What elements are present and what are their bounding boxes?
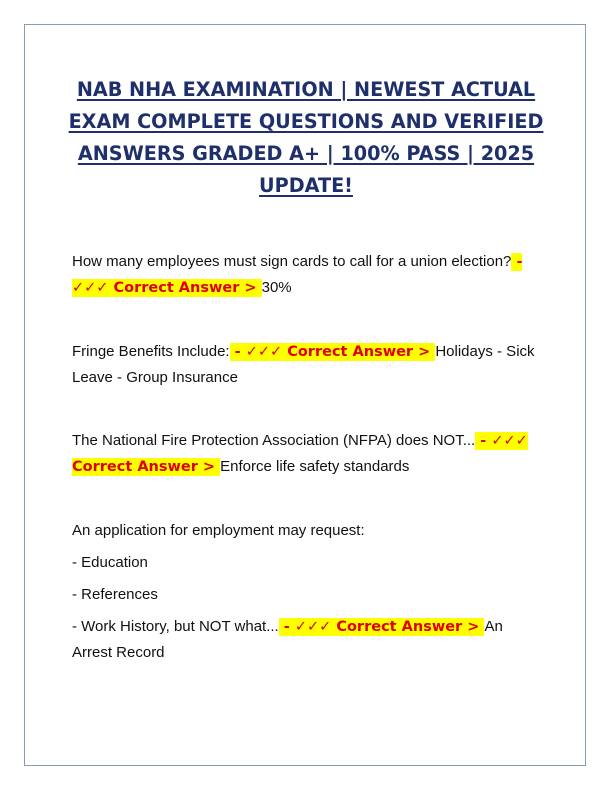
question-text: - Work History, but NOT what... xyxy=(72,618,279,635)
answer-text: 30% xyxy=(261,279,292,296)
question-text: Fringe Benefits Include: xyxy=(72,343,230,360)
correct-answer-marker: - ✓✓✓ Correct Answer > xyxy=(229,344,436,360)
correct-answer-marker: - ✓✓✓ Correct Answer > xyxy=(72,254,523,296)
answer-text: Holidays - Sick Leave - Group Insurance xyxy=(72,343,535,386)
qa-content xyxy=(72,249,542,703)
qa-item-nfpa xyxy=(72,428,542,480)
qa-item-union-election xyxy=(72,249,542,301)
question-text: The National Fire Protection Association (NFPA) does NOT... xyxy=(72,432,476,449)
application-intro: An application for employment may request: xyxy=(72,522,365,539)
application-item-education: - Education xyxy=(72,554,148,571)
answer-text: An Arrest Record xyxy=(72,618,503,661)
question-text: How many employees must sign cards to call for a union election? xyxy=(72,253,512,270)
qa-item-fringe-benefits xyxy=(72,339,542,390)
document-title: NAB NHA EXAMINATION | NEWEST ACTUAL EXAM COMPLETE QUESTIONS AND VERIFIED ANSWERS GRADED A+ | 100% PASS | 2025 UPDATE! xyxy=(68,78,544,197)
answer-text: Enforce life safety standards xyxy=(220,458,410,475)
correct-answer-marker: - ✓✓✓ Correct Answer > xyxy=(72,433,528,475)
application-item-references: - References xyxy=(72,586,158,603)
correct-answer-marker: - ✓✓✓ Correct Answer > xyxy=(278,619,485,635)
qa-item-work-history xyxy=(72,614,542,665)
